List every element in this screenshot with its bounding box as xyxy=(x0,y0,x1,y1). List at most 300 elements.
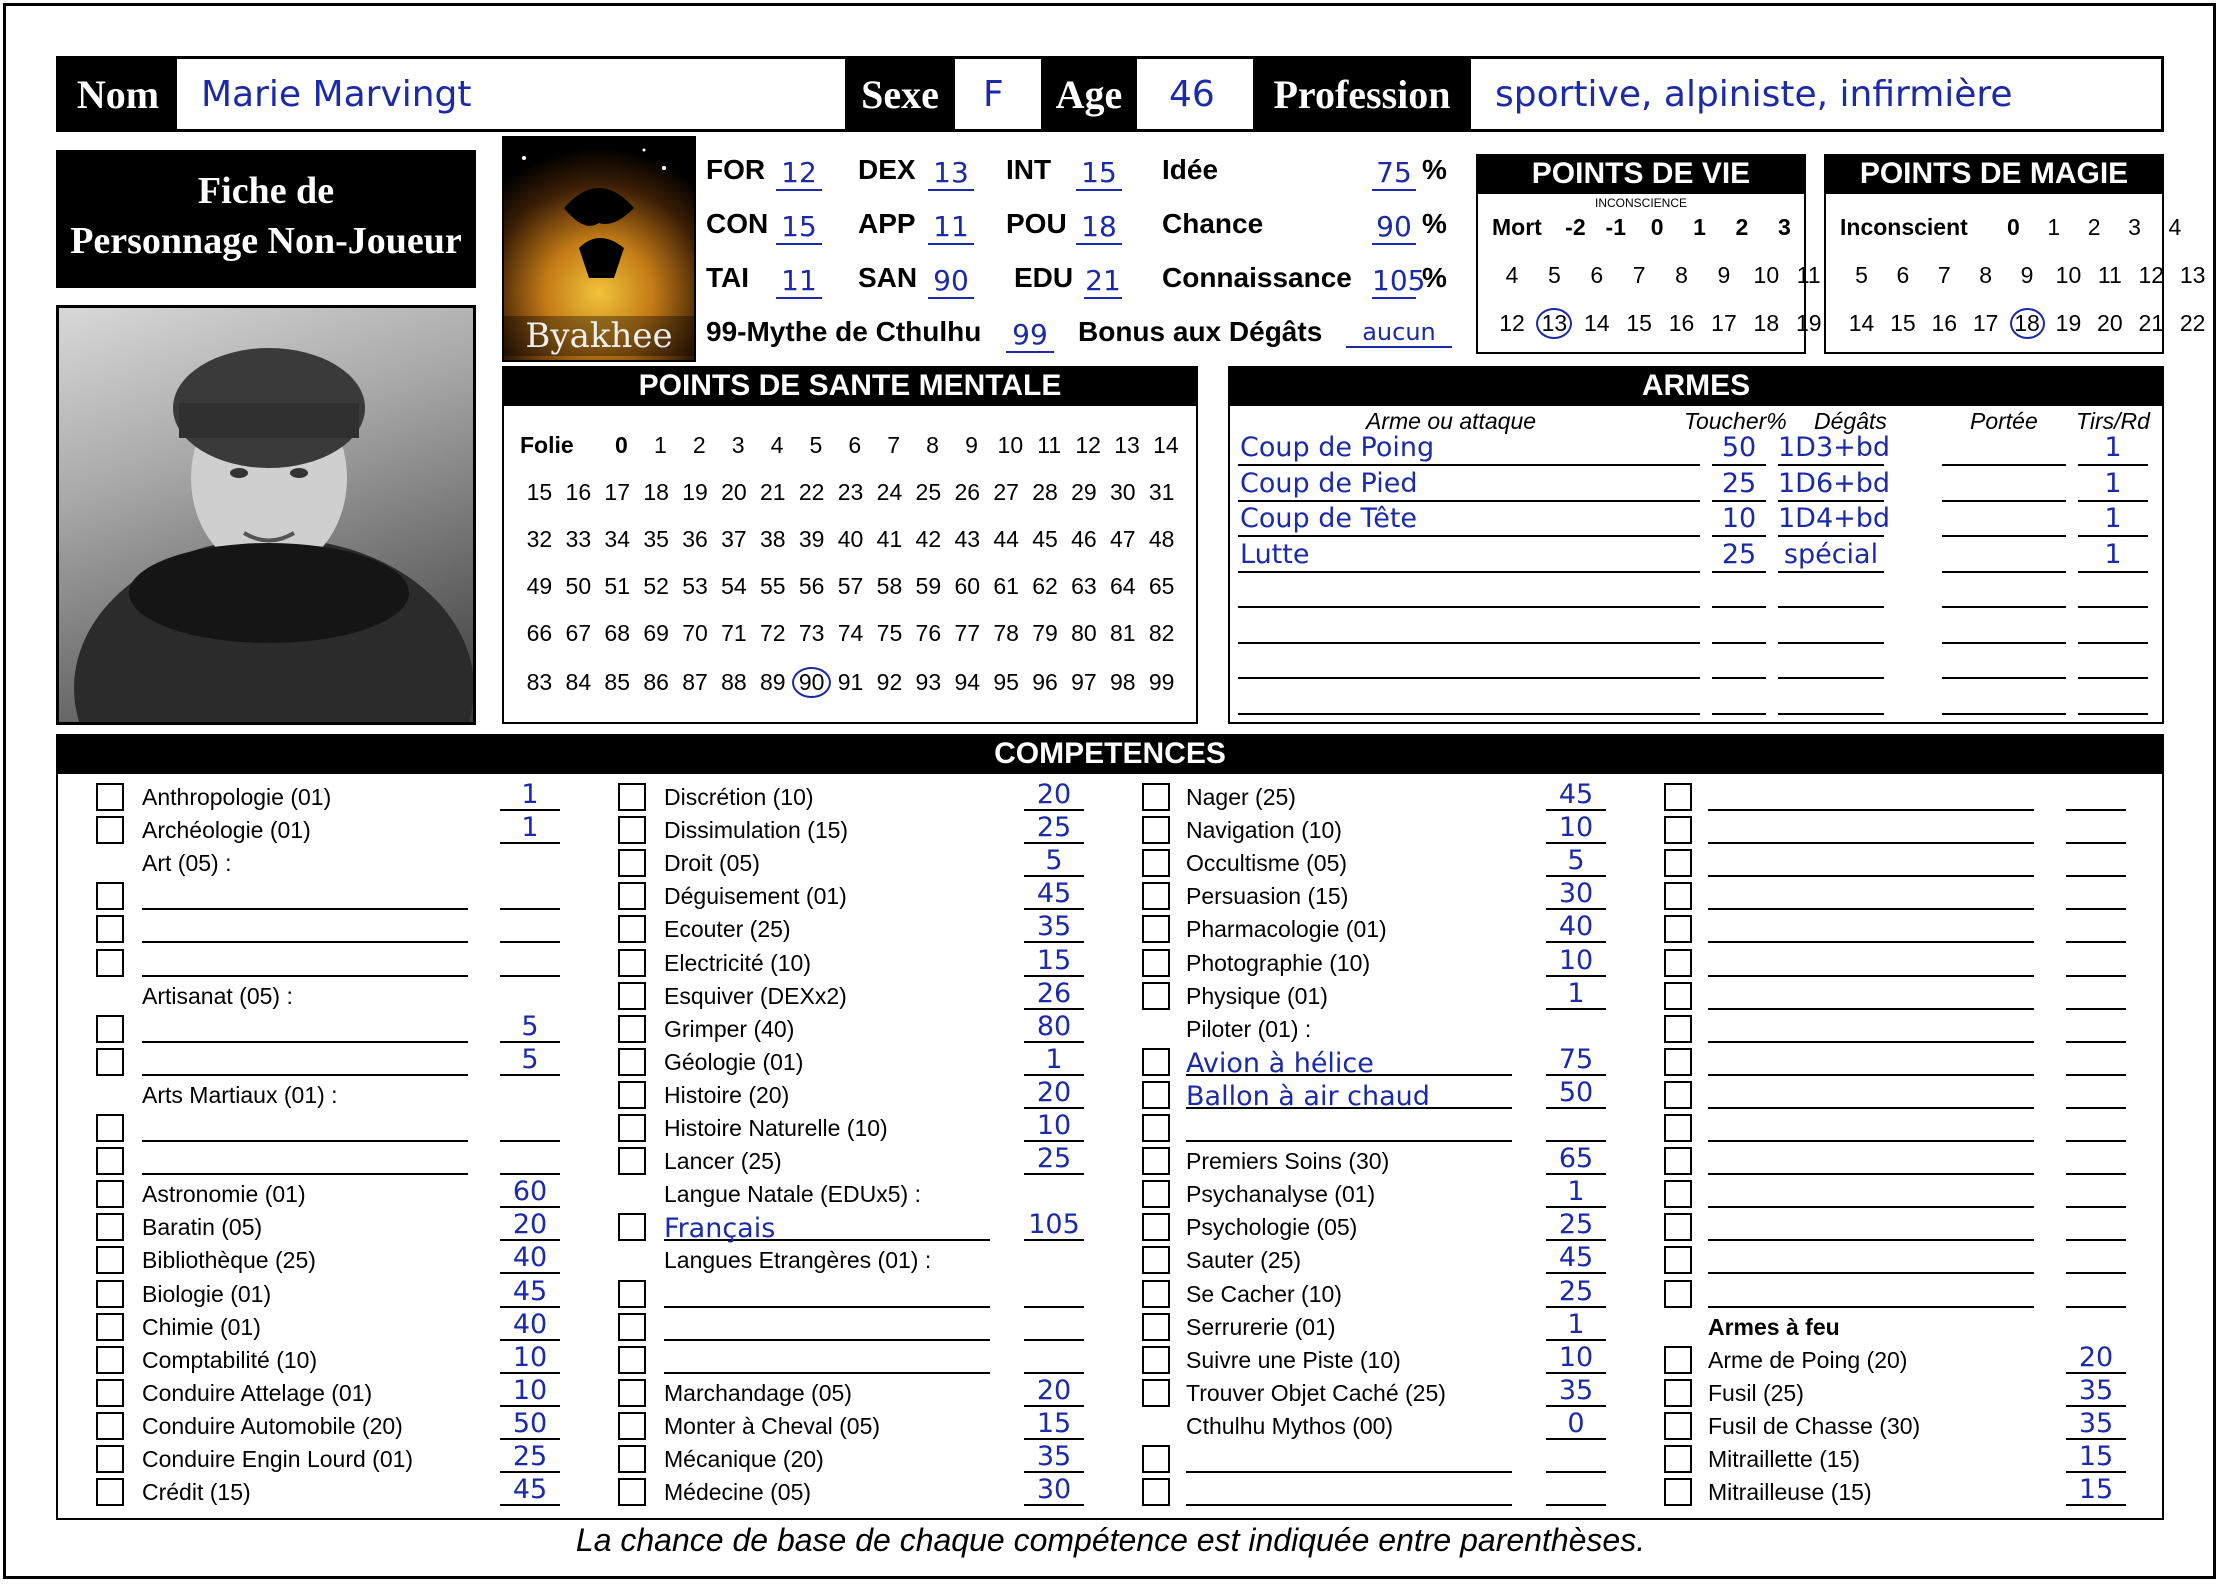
skill-blank-line[interactable] xyxy=(142,975,468,977)
pm-num[interactable]: 17 xyxy=(1972,310,1999,336)
skill-blank-line[interactable] xyxy=(1708,1306,2034,1308)
pv-num[interactable]: 4 xyxy=(1505,262,1519,288)
sanity-num[interactable]: 55 xyxy=(759,573,786,599)
skill-value[interactable]: 1 xyxy=(1546,980,1606,1010)
pm-num[interactable]: 0 xyxy=(2006,214,2020,240)
sanity-num[interactable]: 28 xyxy=(1032,479,1058,505)
sanity-num[interactable]: 41 xyxy=(876,526,903,552)
skill-checkbox[interactable] xyxy=(618,1313,646,1341)
sanity-num[interactable]: 97 xyxy=(1071,669,1097,695)
skill-blank-line[interactable] xyxy=(1186,1140,1512,1142)
sanity-num[interactable]: 38 xyxy=(759,526,786,552)
pv-current[interactable]: 13 xyxy=(1536,308,1572,339)
age-field[interactable]: 46 xyxy=(1169,73,1215,115)
skill-value[interactable]: 30 xyxy=(1024,1476,1084,1506)
sanity-num[interactable]: 78 xyxy=(993,620,1019,646)
skill-value[interactable] xyxy=(2066,781,2126,811)
pv-num[interactable]: -2 xyxy=(1565,214,1586,240)
skill-value[interactable] xyxy=(500,913,560,943)
skill-value[interactable] xyxy=(2066,980,2126,1010)
skill-value[interactable] xyxy=(2066,1013,2126,1043)
skill-value[interactable]: 20 xyxy=(1024,1079,1084,1109)
skill-value[interactable] xyxy=(500,880,560,910)
sanity-current[interactable]: 90 xyxy=(792,667,831,698)
sanity-num[interactable]: 19 xyxy=(682,479,708,505)
pv-num[interactable]: 18 xyxy=(1753,310,1780,336)
pv-num[interactable]: 0 xyxy=(1650,214,1664,240)
armes-tirs[interactable]: 1 xyxy=(2104,432,2122,463)
skill-blank-line[interactable] xyxy=(1708,975,2034,977)
sanity-num[interactable]: 43 xyxy=(954,526,981,552)
skill-checkbox[interactable] xyxy=(618,949,646,977)
pm-num[interactable]: 2 xyxy=(2087,214,2101,240)
armes-toucher[interactable]: 25 xyxy=(1721,467,1757,499)
skill-checkbox[interactable] xyxy=(618,1445,646,1473)
sanity-num[interactable]: 81 xyxy=(1110,620,1136,646)
skill-blank-line[interactable] xyxy=(1708,1074,2034,1076)
sanity-num[interactable]: 91 xyxy=(837,669,864,695)
skill-checkbox[interactable] xyxy=(1142,1313,1170,1341)
skill-value[interactable]: 10 xyxy=(1546,947,1606,977)
skill-value[interactable]: 5 xyxy=(500,1013,560,1043)
skill-blank-line[interactable] xyxy=(664,1306,990,1308)
armes-degats[interactable]: 1D3+bd xyxy=(1778,432,1891,463)
sanity-num[interactable]: 74 xyxy=(837,620,864,646)
sanity-num[interactable]: 84 xyxy=(565,669,592,695)
sanity-num[interactable]: 9 xyxy=(965,432,978,458)
skill-blank-line[interactable] xyxy=(1708,875,2034,877)
armes-degats[interactable]: 1D4+bd xyxy=(1778,503,1891,534)
skill-checkbox[interactable] xyxy=(618,1114,646,1142)
tai-value[interactable]: 11 xyxy=(776,264,822,299)
pv-num[interactable]: 11 xyxy=(1796,262,1821,288)
sanity-num[interactable]: 22 xyxy=(798,479,825,505)
skill-value[interactable] xyxy=(1024,1344,1084,1374)
sanity-num[interactable]: 34 xyxy=(604,526,631,552)
sanity-num[interactable]: 42 xyxy=(915,526,942,552)
sanity-num[interactable]: 36 xyxy=(682,526,708,552)
skill-checkbox[interactable] xyxy=(618,915,646,943)
skill-checkbox[interactable] xyxy=(96,1346,124,1374)
skill-checkbox[interactable] xyxy=(96,1280,124,1308)
skill-value[interactable]: 105 xyxy=(1024,1211,1084,1241)
skill-value[interactable] xyxy=(2066,1046,2126,1076)
dex-value[interactable]: 13 xyxy=(928,156,974,191)
armes-name[interactable]: Coup de Tête xyxy=(1240,503,1418,534)
pm-num[interactable]: 4 xyxy=(2168,214,2182,240)
skill-blank-line[interactable] xyxy=(664,1339,990,1341)
sanity-num[interactable]: 88 xyxy=(721,669,747,695)
skill-value[interactable]: 1 xyxy=(1546,1178,1606,1208)
sanity-num[interactable]: 26 xyxy=(954,479,981,505)
skill-checkbox[interactable] xyxy=(1142,1048,1170,1076)
nom-field[interactable]: Marie Marvingt xyxy=(201,73,472,115)
skill-blank-line[interactable] xyxy=(1186,1471,1512,1473)
skill-checkbox[interactable] xyxy=(618,1213,646,1241)
pv-num[interactable]: 3 xyxy=(1777,214,1791,240)
skill-checkbox[interactable] xyxy=(1664,1445,1692,1473)
skill-checkbox[interactable] xyxy=(618,1147,646,1175)
skill-value[interactable] xyxy=(2066,913,2126,943)
skill-checkbox[interactable] xyxy=(1142,915,1170,943)
sanity-num[interactable]: 94 xyxy=(954,669,981,695)
sanity-num[interactable]: 24 xyxy=(876,479,903,505)
sanity-num[interactable]: 82 xyxy=(1148,620,1175,646)
pv-num[interactable]: 14 xyxy=(1583,310,1610,336)
sanity-num[interactable]: 39 xyxy=(798,526,825,552)
edu-value[interactable]: 21 xyxy=(1085,264,1121,297)
skill-checkbox[interactable] xyxy=(1664,949,1692,977)
sanity-num[interactable]: 1 xyxy=(653,432,667,458)
skill-checkbox[interactable] xyxy=(618,1048,646,1076)
skill-value[interactable]: 40 xyxy=(1546,913,1606,943)
skill-checkbox[interactable] xyxy=(96,1147,124,1175)
skill-value[interactable]: 45 xyxy=(1546,781,1606,811)
skill-value[interactable]: 35 xyxy=(2066,1410,2126,1440)
skill-value[interactable]: 35 xyxy=(1024,1443,1084,1473)
skill-blank-line[interactable] xyxy=(142,1041,468,1043)
skill-checkbox[interactable] xyxy=(96,1313,124,1341)
con-value[interactable]: 15 xyxy=(776,210,822,245)
sanity-num[interactable]: 93 xyxy=(915,669,942,695)
sanity-num[interactable]: 8 xyxy=(926,432,939,458)
skill-checkbox[interactable] xyxy=(1664,1081,1692,1109)
skill-blank-line[interactable] xyxy=(1708,1206,2034,1208)
sanity-num[interactable]: 40 xyxy=(837,526,864,552)
sanity-num[interactable]: 54 xyxy=(721,573,747,599)
sanity-num[interactable]: 49 xyxy=(526,573,553,599)
sanity-num[interactable]: 33 xyxy=(565,526,592,552)
skill-value[interactable]: 5 xyxy=(1024,847,1084,877)
skill-blank-line[interactable] xyxy=(142,941,468,943)
pm-num[interactable]: 5 xyxy=(1855,262,1868,288)
skill-checkbox[interactable] xyxy=(1142,1213,1170,1241)
sanity-num[interactable]: 95 xyxy=(993,669,1019,695)
skill-value[interactable]: 15 xyxy=(1024,947,1084,977)
pv-num[interactable]: 16 xyxy=(1668,310,1695,336)
skill-checkbox[interactable] xyxy=(1142,1478,1170,1506)
sanity-num[interactable]: 18 xyxy=(643,479,669,505)
skill-checkbox[interactable] xyxy=(1142,1081,1170,1109)
sanity-num[interactable]: 6 xyxy=(848,432,862,458)
sanity-num[interactable]: 14 xyxy=(1153,432,1179,458)
skill-value[interactable]: 5 xyxy=(500,1046,560,1076)
sanity-num[interactable]: 62 xyxy=(1032,573,1058,599)
bonus-value[interactable]: aucun xyxy=(1346,318,1452,348)
skill-value[interactable] xyxy=(1024,1278,1084,1308)
skill-checkbox[interactable] xyxy=(618,1346,646,1374)
int-value[interactable]: 15 xyxy=(1076,156,1122,191)
armes-toucher[interactable]: 50 xyxy=(1721,432,1757,463)
skill-checkbox[interactable] xyxy=(1664,1478,1692,1506)
sanity-num[interactable]: 37 xyxy=(721,526,747,552)
pou-value[interactable]: 18 xyxy=(1076,210,1122,245)
sanity-num[interactable]: 87 xyxy=(682,669,708,695)
skill-value[interactable]: 10 xyxy=(500,1344,560,1374)
pm-num[interactable]: 8 xyxy=(1979,262,1993,288)
sanity-num[interactable]: 99 xyxy=(1148,669,1175,695)
pv-num[interactable]: 15 xyxy=(1626,310,1652,336)
pv-num[interactable]: 7 xyxy=(1632,262,1646,288)
skill-value[interactable]: 15 xyxy=(2066,1476,2126,1506)
skill-checkbox[interactable] xyxy=(618,982,646,1010)
skill-value[interactable]: 40 xyxy=(500,1311,560,1341)
app-value[interactable]: 11 xyxy=(928,210,974,245)
skill-checkbox[interactable] xyxy=(96,783,124,811)
skill-checkbox[interactable] xyxy=(1142,1280,1170,1308)
skill-value[interactable] xyxy=(1546,1443,1606,1473)
skill-checkbox[interactable] xyxy=(96,816,124,844)
pm-num[interactable]: 12 xyxy=(2138,262,2165,288)
sanity-num[interactable]: 27 xyxy=(993,479,1019,505)
pv-num[interactable]: 12 xyxy=(1499,310,1525,336)
skill-value[interactable]: 75 xyxy=(1546,1046,1606,1076)
sanity-num[interactable]: 13 xyxy=(1114,432,1140,458)
skill-value[interactable]: 25 xyxy=(500,1443,560,1473)
skill-checkbox[interactable] xyxy=(618,1081,646,1109)
skill-value[interactable] xyxy=(2066,1112,2126,1142)
san-value[interactable]: 90 xyxy=(928,264,974,299)
sanity-num[interactable]: 5 xyxy=(809,432,823,458)
skill-value[interactable]: 50 xyxy=(500,1410,560,1440)
skill-checkbox[interactable] xyxy=(1664,1015,1692,1043)
skill-value[interactable]: 5 xyxy=(1546,847,1606,877)
sanity-num[interactable]: 57 xyxy=(837,573,864,599)
pv-num[interactable]: 6 xyxy=(1590,262,1604,288)
skill-value[interactable]: 30 xyxy=(1546,880,1606,910)
pm-num[interactable]: 13 xyxy=(2179,262,2206,288)
armes-name[interactable]: Coup de Pied xyxy=(1240,467,1418,499)
skill-blank-line[interactable] xyxy=(1708,842,2034,844)
skill-value[interactable]: 60 xyxy=(500,1178,560,1208)
sanity-num[interactable]: 86 xyxy=(643,669,669,695)
skill-checkbox[interactable] xyxy=(1142,1246,1170,1274)
skill-checkbox[interactable] xyxy=(96,915,124,943)
sanity-num[interactable]: 0 xyxy=(615,432,628,458)
skill-value[interactable]: 35 xyxy=(1024,913,1084,943)
skill-checkbox[interactable] xyxy=(1664,882,1692,910)
pm-num[interactable]: 10 xyxy=(2055,262,2082,288)
skill-value[interactable]: 40 xyxy=(500,1244,560,1274)
skill-blank-line[interactable] xyxy=(1708,1173,2034,1175)
skill-value[interactable]: 25 xyxy=(1024,1145,1084,1175)
skill-checkbox[interactable] xyxy=(1664,1280,1692,1308)
armes-tirs[interactable]: 1 xyxy=(2104,503,2122,534)
sanity-num[interactable]: 2 xyxy=(692,432,706,458)
skill-value[interactable]: 65 xyxy=(1546,1145,1606,1175)
skill-checkbox[interactable] xyxy=(618,1015,646,1043)
skill-value[interactable] xyxy=(1546,1112,1606,1142)
for-value[interactable]: 12 xyxy=(776,156,822,191)
sanity-num[interactable]: 45 xyxy=(1032,526,1058,552)
pv-num[interactable]: 8 xyxy=(1675,262,1688,288)
skill-checkbox[interactable] xyxy=(1142,1379,1170,1407)
skill-value[interactable] xyxy=(1024,1311,1084,1341)
skill-checkbox[interactable] xyxy=(1664,1346,1692,1374)
skill-checkbox[interactable] xyxy=(1664,1412,1692,1440)
sanity-num[interactable]: 68 xyxy=(604,620,631,646)
skill-checkbox[interactable] xyxy=(1142,882,1170,910)
skill-checkbox[interactable] xyxy=(1142,1147,1170,1175)
skill-value[interactable] xyxy=(2066,1178,2126,1208)
skill-value[interactable]: 1 xyxy=(500,781,560,811)
sanity-num[interactable]: 7 xyxy=(887,432,901,458)
skill-blank-line[interactable] xyxy=(142,1074,468,1076)
sanity-num[interactable]: 75 xyxy=(876,620,903,646)
pv-num[interactable]: 1 xyxy=(1693,214,1706,240)
pm-num[interactable]: 19 xyxy=(2055,310,2082,336)
sanity-num[interactable]: 46 xyxy=(1071,526,1097,552)
skill-value[interactable]: 1 xyxy=(1546,1311,1606,1341)
skill-checkbox[interactable] xyxy=(1664,849,1692,877)
skill-value[interactable]: 20 xyxy=(1024,781,1084,811)
sanity-num[interactable]: 47 xyxy=(1110,526,1136,552)
skill-value[interactable] xyxy=(500,1145,560,1175)
pm-current[interactable]: 18 xyxy=(2010,308,2045,339)
pm-num[interactable]: 15 xyxy=(1890,310,1916,336)
sanity-num[interactable]: 98 xyxy=(1110,669,1136,695)
sanity-num[interactable]: 58 xyxy=(876,573,903,599)
skill-value[interactable]: 25 xyxy=(1546,1211,1606,1241)
skill-checkbox[interactable] xyxy=(96,1114,124,1142)
skill-checkbox[interactable] xyxy=(618,1379,646,1407)
sanity-num[interactable]: 56 xyxy=(798,573,825,599)
armes-tirs[interactable]: 1 xyxy=(2104,538,2122,570)
pm-num[interactable]: 3 xyxy=(2128,214,2141,240)
sanity-num[interactable]: 85 xyxy=(604,669,631,695)
sanity-num[interactable]: 60 xyxy=(954,573,981,599)
skill-value[interactable]: 50 xyxy=(1546,1079,1606,1109)
skill-checkbox[interactable] xyxy=(96,1445,124,1473)
pv-num[interactable]: -1 xyxy=(1605,214,1626,240)
skill-value[interactable] xyxy=(2066,1145,2126,1175)
sanity-num[interactable]: 11 xyxy=(1037,432,1062,458)
pm-num[interactable]: 11 xyxy=(2097,262,2122,288)
sanity-num[interactable]: 15 xyxy=(526,479,553,505)
skill-checkbox[interactable] xyxy=(96,1213,124,1241)
sanity-num[interactable]: 31 xyxy=(1148,479,1175,505)
skill-checkbox[interactable] xyxy=(1664,1048,1692,1076)
skill-value[interactable]: 45 xyxy=(500,1476,560,1506)
skill-value[interactable]: 80 xyxy=(1024,1013,1084,1043)
sanity-num[interactable]: 51 xyxy=(604,573,631,599)
pv-num[interactable]: 17 xyxy=(1711,310,1737,336)
sanity-num[interactable]: 48 xyxy=(1148,526,1175,552)
sanity-num[interactable]: 23 xyxy=(837,479,864,505)
skill-checkbox[interactable] xyxy=(96,1246,124,1274)
sanity-num[interactable]: 50 xyxy=(565,573,592,599)
skill-value[interactable]: 15 xyxy=(1024,1410,1084,1440)
sanity-num[interactable]: 79 xyxy=(1032,620,1058,646)
skill-checkbox[interactable] xyxy=(618,1280,646,1308)
skill-checkbox[interactable] xyxy=(618,816,646,844)
skill-value[interactable] xyxy=(500,947,560,977)
sanity-num[interactable]: 69 xyxy=(643,620,669,646)
armes-toucher[interactable]: 25 xyxy=(1721,538,1757,570)
skill-checkbox[interactable] xyxy=(1142,949,1170,977)
skill-value[interactable]: 10 xyxy=(500,1377,560,1407)
skill-checkbox[interactable] xyxy=(618,1412,646,1440)
pm-num[interactable]: 7 xyxy=(1937,262,1951,288)
sexe-field[interactable]: F xyxy=(983,73,1004,115)
skill-checkbox[interactable] xyxy=(1142,1346,1170,1374)
skill-value[interactable]: 1 xyxy=(500,814,560,844)
skill-checkbox[interactable] xyxy=(618,882,646,910)
sanity-num[interactable]: 63 xyxy=(1071,573,1097,599)
skill-checkbox[interactable] xyxy=(96,1015,124,1043)
armes-toucher[interactable]: 10 xyxy=(1721,503,1757,534)
sanity-num[interactable]: 44 xyxy=(993,526,1019,552)
sanity-num[interactable]: 17 xyxy=(604,479,631,505)
pv-num[interactable]: 19 xyxy=(1795,310,1822,336)
sanity-num[interactable]: 35 xyxy=(643,526,669,552)
skill-blank-line[interactable] xyxy=(142,1173,468,1175)
skill-value[interactable]: 25 xyxy=(1546,1278,1606,1308)
sanity-num[interactable]: 3 xyxy=(731,432,745,458)
profession-field[interactable]: sportive, alpiniste, infirmière xyxy=(1495,73,2013,115)
skill-blank-line[interactable] xyxy=(1708,1239,2034,1241)
skill-value[interactable]: 10 xyxy=(1546,1344,1606,1374)
skill-checkbox[interactable] xyxy=(1664,1213,1692,1241)
sanity-num[interactable]: 61 xyxy=(993,573,1019,599)
skill-checkbox[interactable] xyxy=(1142,1445,1170,1473)
skill-checkbox[interactable] xyxy=(1142,849,1170,877)
pm-num[interactable]: 6 xyxy=(1896,262,1910,288)
sanity-num[interactable]: 21 xyxy=(759,479,786,505)
skill-checkbox[interactable] xyxy=(96,1412,124,1440)
skill-value[interactable]: 10 xyxy=(1024,1112,1084,1142)
skill-checkbox[interactable] xyxy=(1664,816,1692,844)
sanity-num[interactable]: 65 xyxy=(1148,573,1175,599)
skill-blank-line[interactable] xyxy=(1708,908,2034,910)
sanity-num[interactable]: 30 xyxy=(1110,479,1136,505)
pv-num[interactable]: 10 xyxy=(1753,262,1780,288)
skill-value[interactable] xyxy=(1546,1476,1606,1506)
skill-checkbox[interactable] xyxy=(1664,1114,1692,1142)
skill-value[interactable] xyxy=(2066,1278,2126,1308)
sanity-num[interactable]: 52 xyxy=(643,573,669,599)
skill-value[interactable]: 35 xyxy=(1546,1377,1606,1407)
skill-value[interactable] xyxy=(500,1112,560,1142)
skill-checkbox[interactable] xyxy=(96,1478,124,1506)
skill-value[interactable]: 25 xyxy=(1024,814,1084,844)
skill-checkbox[interactable] xyxy=(96,1180,124,1208)
skill-blank-line[interactable] xyxy=(664,1372,990,1374)
pm-num[interactable]: 9 xyxy=(2020,262,2034,288)
pm-num[interactable]: 14 xyxy=(1848,310,1875,336)
armes-name[interactable]: Lutte xyxy=(1240,538,1310,570)
skill-blank-line[interactable] xyxy=(1708,1041,2034,1043)
sanity-num[interactable]: 80 xyxy=(1071,620,1097,646)
skill-checkbox[interactable] xyxy=(1142,1114,1170,1142)
skill-value[interactable]: 20 xyxy=(2066,1344,2126,1374)
pm-num[interactable]: 22 xyxy=(2179,310,2206,336)
sanity-num[interactable]: 12 xyxy=(1075,432,1101,458)
sanity-num[interactable]: 4 xyxy=(770,432,784,458)
armes-tirs[interactable]: 1 xyxy=(2104,467,2122,499)
skill-checkbox[interactable] xyxy=(96,882,124,910)
skill-value[interactable]: 35 xyxy=(2066,1377,2126,1407)
skill-value[interactable] xyxy=(2066,947,2126,977)
skill-checkbox[interactable] xyxy=(1664,1180,1692,1208)
sanity-num[interactable]: 89 xyxy=(759,669,786,695)
chance-value[interactable]: 90 xyxy=(1372,210,1416,245)
skill-value[interactable] xyxy=(2066,814,2126,844)
sanity-num[interactable]: 77 xyxy=(954,620,981,646)
sanity-num[interactable]: 59 xyxy=(915,573,942,599)
skill-value[interactable] xyxy=(2066,1211,2126,1241)
sanity-num[interactable]: 72 xyxy=(759,620,786,646)
